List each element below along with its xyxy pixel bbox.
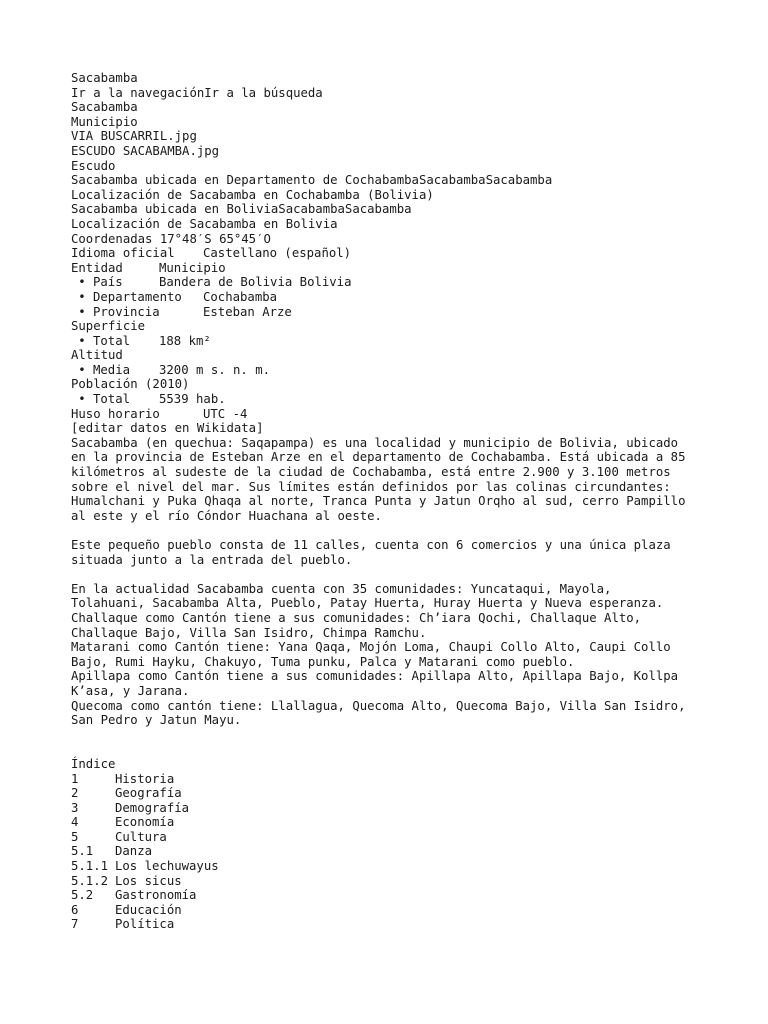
infobox-row-departamento xyxy=(71,290,701,305)
paragraph-line: situada junto a la entrada del pueblo. xyxy=(71,552,353,567)
paragraph-line: San Pedro y Jatun Mayu. xyxy=(71,713,242,728)
infobox-coat-of-arms-link[interactable]: ESCUDO SACABAMBA.jpg xyxy=(71,143,220,158)
toc-item[interactable] xyxy=(71,903,701,918)
communities-paragraph xyxy=(71,582,701,728)
location-map-label: Localización de Sacabamba en Cochabamba (Bolivia) xyxy=(71,187,434,202)
toc-item[interactable] xyxy=(71,917,701,932)
toc-title: Índice xyxy=(71,756,116,771)
coordinates[interactable]: Coordenadas 17°48′S 65°45′O xyxy=(71,231,271,246)
infobox-value[interactable]: Cochabamba xyxy=(203,289,278,304)
toc-label[interactable]: Los sicus xyxy=(115,873,182,888)
infobox-label: Total xyxy=(93,333,131,348)
paragraph-line: Este pequeño pueblo consta de 11 calles, cuenta con 6 comercios y una única plaza xyxy=(71,538,671,552)
intro-paragraph xyxy=(71,436,701,524)
toc-label[interactable]: Danza xyxy=(115,844,153,859)
infobox-value[interactable]: Esteban Arze xyxy=(203,304,292,319)
infobox-value: Municipio xyxy=(159,260,226,275)
bullet-icon: • xyxy=(78,362,86,377)
infobox-row-superficie-total xyxy=(71,334,701,349)
toc-item[interactable] xyxy=(71,888,701,903)
toc-number: 2 xyxy=(71,786,79,801)
infobox-name: Sacabamba xyxy=(71,100,138,115)
infobox-row-huso xyxy=(71,407,701,422)
toc-label[interactable]: Gastronomía xyxy=(115,888,197,903)
infobox-section-superficie: Superficie xyxy=(71,319,146,334)
town-paragraph xyxy=(71,538,701,567)
paragraph-line: al este y el río Cóndor Huachana al oeste. xyxy=(71,508,382,523)
toc-item[interactable] xyxy=(71,772,701,787)
paragraph-line: Sacabamba (en quechua: Saqapampa) es una localidad y municipio de Bolivia, ubicado xyxy=(71,435,679,450)
page-title: Sacabamba xyxy=(71,71,138,85)
infobox-row-altitud-media xyxy=(71,363,701,378)
bullet-icon: • xyxy=(78,392,86,407)
toc-label[interactable]: Demografía xyxy=(115,800,190,815)
toc-number: 6 xyxy=(71,902,79,917)
toc-item[interactable] xyxy=(71,844,701,859)
toc-item[interactable] xyxy=(71,874,701,889)
infobox-label: Media xyxy=(93,362,131,377)
document-body xyxy=(71,71,701,932)
edit-wikidata-link[interactable]: [editar datos en Wikidata] xyxy=(71,421,264,436)
toc-number: 5.1.2 xyxy=(71,873,109,888)
paragraph-line: sobre el nivel del mar. Sus límites están definidos por las colinas circundantes: xyxy=(71,479,671,494)
toc-item[interactable] xyxy=(71,801,701,816)
paragraph-line: Challaque Bajo, Villa San Isidro, Chimpa Ramchu. xyxy=(71,625,427,640)
infobox-row-idioma xyxy=(71,246,701,261)
toc-item[interactable] xyxy=(71,830,701,845)
toc-number: 5.2 xyxy=(71,888,94,903)
toc-number: 7 xyxy=(71,917,79,932)
paragraph-line: en la provincia de Esteban Arze en el departamento de Cochabamba. Está ubicada a 85 xyxy=(71,450,686,465)
paragraph-line: Apillapa como Cantón tiene a sus comunidades: Apillapa Alto, Apillapa Bajo, Kollpa xyxy=(71,669,679,684)
paragraph-line: Quecoma como cantón tiene: Llallagua, Quecoma Alto, Quecoma Bajo, Villa San Isidro, xyxy=(71,698,686,713)
infobox-row-entidad xyxy=(71,261,701,276)
toc-label[interactable]: Educación xyxy=(115,902,182,917)
infobox-label: Provincia xyxy=(93,304,160,319)
bullet-icon: • xyxy=(78,289,86,304)
infobox-type: Municipio xyxy=(71,114,138,129)
location-map-caption: Sacabamba ubicada en Departamento de CochabambaSacabambaSacabamba xyxy=(71,173,553,188)
infobox-label: Entidad xyxy=(71,260,123,275)
country-map-caption: Sacabamba ubicada en BoliviaSacabambaSacabamba xyxy=(71,202,412,217)
paragraph-line: Bajo, Rumi Hayku, Chakuyo, Tuma punku, Palca y Matarani como pueblo. xyxy=(71,654,575,669)
infobox-label: País xyxy=(93,275,123,290)
infobox-value: 188 km² xyxy=(159,333,211,348)
toc-number: 5.1.1 xyxy=(71,859,109,874)
toc-number: 5 xyxy=(71,829,79,844)
toc-item[interactable] xyxy=(71,815,701,830)
paragraph-line: Matarani como Cantón tiene: Yana Qaqa, Mojón Loma, Chaupi Collo Alto, Caupi Collo xyxy=(71,640,671,655)
infobox-value: Castellano (español) xyxy=(203,246,352,261)
toc-label[interactable]: Historia xyxy=(115,771,175,786)
infobox-row-poblacion-total xyxy=(71,392,701,407)
paragraph-line: Challaque como Cantón tiene a sus comunidades: Ch’iara Qochi, Challaque Alto, xyxy=(71,610,642,625)
paragraph-line: K’asa, y Jarana. xyxy=(71,683,190,698)
table-of-contents xyxy=(71,772,701,933)
coat-of-arms-caption: Escudo xyxy=(71,158,116,173)
toc-label[interactable]: Política xyxy=(115,917,175,932)
skip-links[interactable]: Ir a la navegaciónIr a la búsqueda xyxy=(71,85,323,100)
bullet-icon: • xyxy=(78,304,86,319)
infobox-image-link[interactable]: VIA BUSCARRIL.jpg xyxy=(71,129,197,144)
infobox-value: 3200 m s. n. m. xyxy=(159,362,271,377)
toc-item[interactable] xyxy=(71,859,701,874)
infobox-label: Departamento xyxy=(93,289,182,304)
toc-label[interactable]: Cultura xyxy=(115,829,167,844)
toc-number: 1 xyxy=(71,771,79,786)
infobox-row-provincia xyxy=(71,305,701,320)
bullet-icon: • xyxy=(78,275,86,290)
bullet-icon: • xyxy=(78,333,86,348)
infobox-value[interactable]: Bandera de Bolivia Bolivia xyxy=(159,275,352,290)
toc-label[interactable]: Geografía xyxy=(115,786,182,801)
paragraph-line: Humalchani y Puka Qhaqa al norte, Tranca Punta y Jatun Orqho al sud, cerro Pampillo xyxy=(71,494,686,509)
toc-label[interactable]: Los lechuwayus xyxy=(115,859,219,874)
infobox-row-pais xyxy=(71,275,701,290)
toc-number: 3 xyxy=(71,800,79,815)
infobox-label: Huso horario xyxy=(71,406,160,421)
infobox-value: 5539 hab. xyxy=(159,392,226,407)
country-map-label: Localización de Sacabamba en Bolivia xyxy=(71,216,338,231)
infobox-section-altitud: Altitud xyxy=(71,348,123,363)
infobox-label: Total xyxy=(93,392,131,407)
infobox-label: Idioma oficial xyxy=(71,246,175,261)
toc-label[interactable]: Economía xyxy=(115,815,175,830)
paragraph-line: kilómetros al sudeste de la ciudad de Cochabamba, está entre 2.900 y 3.100 metros xyxy=(71,465,671,480)
infobox-value[interactable]: UTC -4 xyxy=(203,406,248,421)
toc-number: 4 xyxy=(71,815,79,830)
paragraph-line: En la actualidad Sacabamba cuenta con 35 comunidades: Yuncataqui, Mayola, xyxy=(71,581,612,596)
paragraph-line: Tolahuani, Sacabamba Alta, Pueblo, Patay Huerta, Huray Huerta y Nueva esperanza. xyxy=(71,596,664,611)
toc-item[interactable] xyxy=(71,786,701,801)
infobox-section-poblacion: Población (2010) xyxy=(71,377,190,392)
toc-number: 5.1 xyxy=(71,844,94,859)
